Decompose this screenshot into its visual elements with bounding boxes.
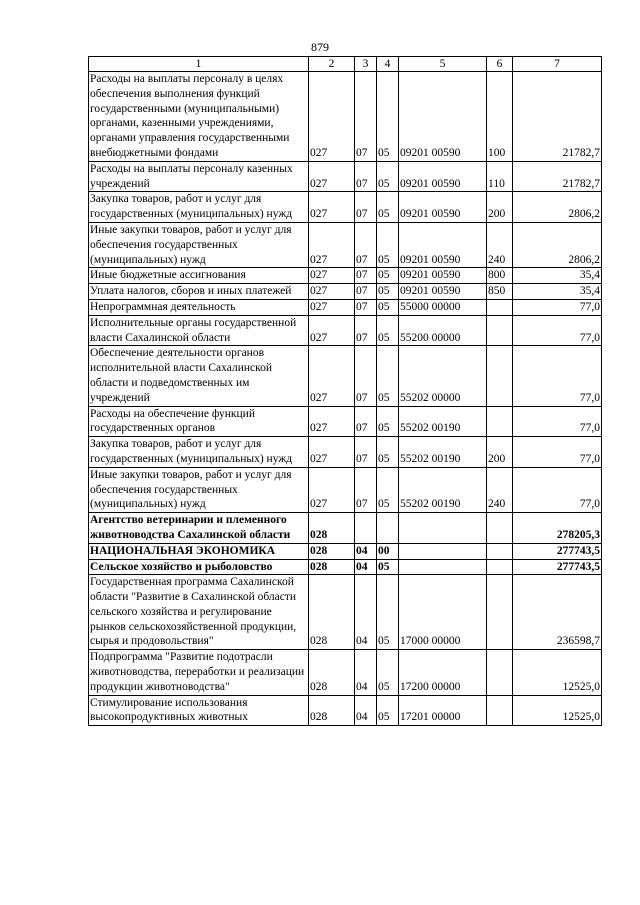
row-ministry-code: 027 <box>309 72 355 162</box>
row-amount: 12525,0 <box>513 650 602 695</box>
table-row <box>89 72 602 162</box>
row-ministry-code: 027 <box>309 346 355 406</box>
row-ministry-code: 028 <box>309 543 355 559</box>
row-expense-type <box>487 346 513 406</box>
row-ministry-code: 027 <box>309 406 355 437</box>
table-row <box>89 192 602 223</box>
row-section-code: 04 <box>355 650 377 695</box>
row-target-code: 09201 00590 <box>399 192 487 223</box>
column-header: 4 <box>377 57 399 72</box>
row-subsection-code: 05 <box>377 559 399 575</box>
row-name: Подпрограмма "Развитие подотрасли животноводства, переработки и реализации продукции животноводства" <box>89 650 309 695</box>
table-row <box>89 543 602 559</box>
row-expense-type: 200 <box>487 437 513 468</box>
row-expense-type: 110 <box>487 161 513 192</box>
row-section-code: 07 <box>355 268 377 284</box>
row-expense-type: 200 <box>487 192 513 223</box>
row-amount: 277743,5 <box>513 543 602 559</box>
row-subsection-code: 05 <box>377 268 399 284</box>
row-name: Обеспечение деятельности органов исполнительной власти Сахалинской области и подведомственных им учреждений <box>89 346 309 406</box>
row-subsection-code: 05 <box>377 406 399 437</box>
row-section-code: 04 <box>355 559 377 575</box>
row-section-code: 07 <box>355 161 377 192</box>
table-row <box>89 222 602 267</box>
row-section-code: 07 <box>355 222 377 267</box>
row-expense-type <box>487 559 513 575</box>
row-expense-type <box>487 695 513 726</box>
row-name: Уплата налогов, сборов и иных платежей <box>89 284 309 300</box>
row-amount: 21782,7 <box>513 72 602 162</box>
row-name: Иные закупки товаров, работ и услуг для обеспечения государственных (муниципальных) нужд <box>89 222 309 267</box>
row-ministry-code: 028 <box>309 695 355 726</box>
table-row <box>89 346 602 406</box>
column-header: 2 <box>309 57 355 72</box>
row-section-code: 07 <box>355 284 377 300</box>
table-row <box>89 161 602 192</box>
row-target-code: 09201 00590 <box>399 284 487 300</box>
row-ministry-code: 027 <box>309 315 355 346</box>
row-amount: 12525,0 <box>513 695 602 726</box>
row-subsection-code: 05 <box>377 315 399 346</box>
row-subsection-code: 05 <box>377 192 399 223</box>
row-name: НАЦИОНАЛЬНАЯ ЭКОНОМИКА <box>89 543 309 559</box>
row-name: Исполнительные органы государственной власти Сахалинской области <box>89 315 309 346</box>
row-expense-type <box>487 543 513 559</box>
row-target-code: 55202 00190 <box>399 467 487 512</box>
row-subsection-code: 05 <box>377 467 399 512</box>
header-row <box>89 57 602 72</box>
row-section-code: 07 <box>355 299 377 315</box>
row-target-code <box>399 513 487 544</box>
row-expense-type: 850 <box>487 284 513 300</box>
row-ministry-code: 028 <box>309 575 355 650</box>
row-name: Расходы на выплаты персоналу в целях обеспечения выполнения функций государственными (муниципальными) органами, казенными учреждениями, органами управления государственными внебюджетными фондами <box>89 72 309 162</box>
row-target-code: 17201 00000 <box>399 695 487 726</box>
row-target-code: 55000 00000 <box>399 299 487 315</box>
row-target-code: 09201 00590 <box>399 268 487 284</box>
row-amount: 277743,5 <box>513 559 602 575</box>
row-section-code: 07 <box>355 72 377 162</box>
row-target-code <box>399 543 487 559</box>
row-amount: 35,4 <box>513 268 602 284</box>
row-subsection-code: 05 <box>377 299 399 315</box>
row-expense-type: 800 <box>487 268 513 284</box>
row-amount: 77,0 <box>513 467 602 512</box>
table-row <box>89 575 602 650</box>
table-row <box>89 695 602 726</box>
row-section-code: 04 <box>355 575 377 650</box>
row-target-code: 09201 00590 <box>399 161 487 192</box>
row-ministry-code: 027 <box>309 268 355 284</box>
table-row <box>89 437 602 468</box>
row-section-code: 07 <box>355 437 377 468</box>
row-amount: 278205,3 <box>513 513 602 544</box>
table-row <box>89 650 602 695</box>
row-ministry-code: 028 <box>309 559 355 575</box>
row-section-code: 04 <box>355 695 377 726</box>
row-section-code: 07 <box>355 192 377 223</box>
row-name: Закупка товаров, работ и услуг для государственных (муниципальных) нужд <box>89 437 309 468</box>
table-row <box>89 513 602 544</box>
row-section-code: 04 <box>355 543 377 559</box>
row-target-code: 09201 00590 <box>399 72 487 162</box>
row-target-code: 55202 00000 <box>399 346 487 406</box>
row-name: Расходы на выплаты персоналу казенных учреждений <box>89 161 309 192</box>
row-subsection-code: 05 <box>377 161 399 192</box>
row-amount: 77,0 <box>513 315 602 346</box>
row-section-code <box>355 513 377 544</box>
table-row <box>89 467 602 512</box>
row-subsection-code: 00 <box>377 543 399 559</box>
row-amount: 2806,2 <box>513 192 602 223</box>
row-subsection-code: 05 <box>377 437 399 468</box>
row-target-code: 17200 00000 <box>399 650 487 695</box>
column-header: 7 <box>513 57 602 72</box>
row-expense-type: 240 <box>487 467 513 512</box>
row-ministry-code: 027 <box>309 284 355 300</box>
row-target-code: 17000 00000 <box>399 575 487 650</box>
row-expense-type <box>487 650 513 695</box>
row-expense-type <box>487 299 513 315</box>
row-target-code <box>399 559 487 575</box>
row-name: Закупка товаров, работ и услуг для государственных (муниципальных) нужд <box>89 192 309 223</box>
row-amount: 77,0 <box>513 346 602 406</box>
row-name: Непрограммная деятельность <box>89 299 309 315</box>
row-amount: 35,4 <box>513 284 602 300</box>
row-expense-type: 240 <box>487 222 513 267</box>
row-name: Стимулирование использования высокопродуктивных животных <box>89 695 309 726</box>
row-amount: 77,0 <box>513 299 602 315</box>
row-amount: 77,0 <box>513 406 602 437</box>
row-ministry-code: 027 <box>309 192 355 223</box>
row-expense-type <box>487 406 513 437</box>
row-ministry-code: 027 <box>309 467 355 512</box>
budget-table <box>88 56 602 726</box>
row-amount: 236598,7 <box>513 575 602 650</box>
row-ministry-code: 027 <box>309 437 355 468</box>
row-ministry-code: 027 <box>309 299 355 315</box>
row-expense-type: 100 <box>487 72 513 162</box>
row-name: Иные закупки товаров, работ и услуг для обеспечения государственных (муниципальных) нужд <box>89 467 309 512</box>
row-subsection-code: 05 <box>377 346 399 406</box>
row-ministry-code: 027 <box>309 222 355 267</box>
row-expense-type <box>487 575 513 650</box>
row-ministry-code: 028 <box>309 650 355 695</box>
column-header: 3 <box>355 57 377 72</box>
table-row <box>89 315 602 346</box>
row-target-code: 55202 00190 <box>399 406 487 437</box>
row-subsection-code <box>377 513 399 544</box>
column-header: 1 <box>89 57 309 72</box>
row-section-code: 07 <box>355 346 377 406</box>
row-name: Сельское хозяйство и рыболовство <box>89 559 309 575</box>
row-name: Расходы на обеспечение функций государственных органов <box>89 406 309 437</box>
row-ministry-code: 027 <box>309 161 355 192</box>
row-amount: 2806,2 <box>513 222 602 267</box>
row-expense-type <box>487 315 513 346</box>
table-row <box>89 299 602 315</box>
row-name: Государственная программа Сахалинской области "Развитие в Сахалинской области сельского хозяйства и регулирование рынков сельскохозяйственной продукции, сырья и продовольствия" <box>89 575 309 650</box>
row-target-code: 09201 00590 <box>399 222 487 267</box>
row-ministry-code: 028 <box>309 513 355 544</box>
row-amount: 77,0 <box>513 437 602 468</box>
row-section-code: 07 <box>355 315 377 346</box>
table-row <box>89 284 602 300</box>
row-section-code: 07 <box>355 467 377 512</box>
table-row <box>89 268 602 284</box>
page-number: 879 <box>311 40 329 54</box>
row-name: Иные бюджетные ассигнования <box>89 268 309 284</box>
row-amount: 21782,7 <box>513 161 602 192</box>
column-header: 5 <box>399 57 487 72</box>
row-target-code: 55200 00000 <box>399 315 487 346</box>
row-subsection-code: 05 <box>377 222 399 267</box>
row-subsection-code: 05 <box>377 695 399 726</box>
row-target-code: 55202 00190 <box>399 437 487 468</box>
row-subsection-code: 05 <box>377 72 399 162</box>
row-name: Агентство ветеринарии и племенного животноводства Сахалинской области <box>89 513 309 544</box>
column-header: 6 <box>487 57 513 72</box>
row-expense-type <box>487 513 513 544</box>
row-subsection-code: 05 <box>377 650 399 695</box>
table-row <box>89 406 602 437</box>
row-subsection-code: 05 <box>377 575 399 650</box>
row-section-code: 07 <box>355 406 377 437</box>
table-row <box>89 559 602 575</box>
row-subsection-code: 05 <box>377 284 399 300</box>
